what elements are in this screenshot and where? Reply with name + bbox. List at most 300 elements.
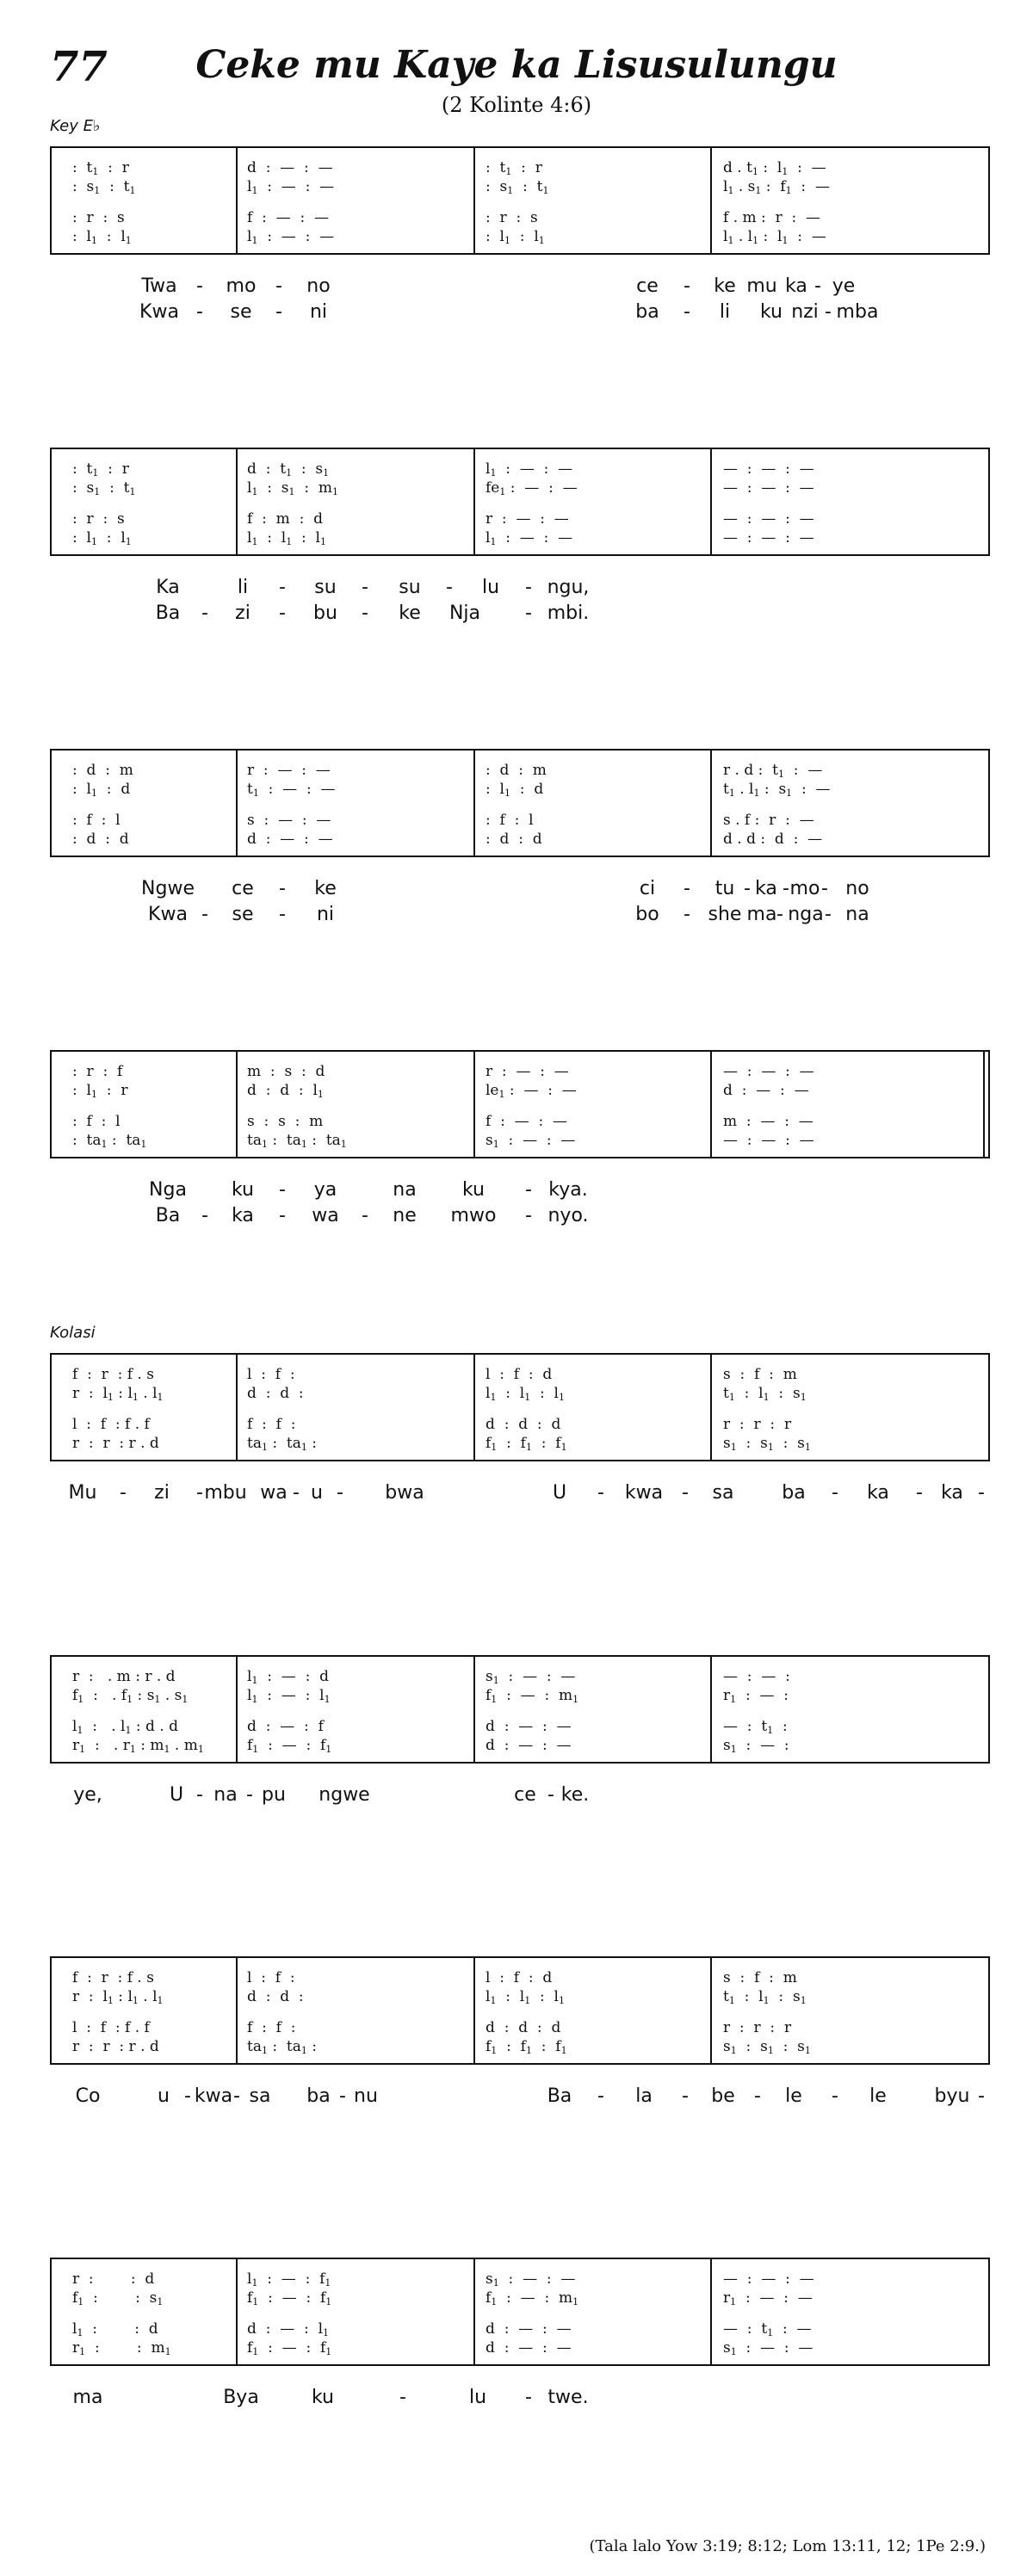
solfa-voice-line: — : — : <box>723 1668 790 1685</box>
lyric-syllable: - <box>399 2387 406 2408</box>
lyric-syllable: - <box>337 1482 343 1504</box>
lyric-syllable: Ba <box>155 1205 181 1226</box>
solfa-voice-line: r : — : — <box>486 510 569 528</box>
solfa-voice-line: f . m : r : — <box>723 209 821 226</box>
solfa-voice-line: $r_1$ : — : <box>723 1687 789 1705</box>
score-system <box>50 749 990 857</box>
solfa-voice-line: d : — : $l_1$ <box>247 2320 330 2338</box>
lyric-syllable: - <box>814 275 821 297</box>
lyric-syllable: kya. <box>548 1179 588 1201</box>
lyric-syllable: wa <box>260 1482 288 1504</box>
lyric-line <box>0 1205 1033 1231</box>
lyric-syllable: - <box>832 1482 838 1504</box>
solfa-voice-line: : $t_1$ : r <box>486 159 542 177</box>
bar-line <box>473 2259 475 2364</box>
lyric-syllable: - <box>201 1205 208 1226</box>
solfa-voice-line: — : $t_1$ : — <box>723 2320 812 2338</box>
solfa-voice-line: — : — : — <box>723 2270 814 2288</box>
solfa-voice-line: $r_1$ : . $r_1$ : $m_1$ . $m_1$ <box>72 1737 204 1755</box>
solfa-voice-line: $f_1$ : — : $f_1$ <box>247 2339 332 2357</box>
lyric-syllable: - <box>916 1482 923 1504</box>
solfa-voice-line: f : f : <box>247 2019 296 2036</box>
score-system <box>50 1050 990 1158</box>
lyric-syllable: twe. <box>547 2387 589 2408</box>
lyric-line <box>0 1179 1033 1205</box>
lyric-syllable: lu <box>481 577 500 598</box>
solfa-voice-line: $f_1$ : — : $m_1$ <box>486 2289 579 2307</box>
lyric-syllable: se <box>232 904 254 925</box>
lyric-syllable: - <box>825 904 832 925</box>
lyric-syllable: - <box>293 1482 300 1504</box>
solfa-voice-line: $l_1$ : $l_1$ : $l_1$ <box>486 1385 565 1403</box>
lyric-syllable: ye <box>832 275 856 297</box>
lyric-syllable: ku <box>311 2387 335 2408</box>
lyric-syllable: - <box>684 275 690 297</box>
lyric-syllable: Kwa <box>139 301 179 323</box>
lyric-syllable: - <box>196 301 203 323</box>
solfa-voice-line: $f_1$ : . $f_1$ : $s_1$ . $s_1$ <box>72 1687 189 1705</box>
key-signature: Key E♭ <box>50 117 101 135</box>
solfa-voice-line: r : r : r <box>723 1416 792 1433</box>
solfa-voice-line: f : r : f . s <box>72 1366 154 1383</box>
lyric-syllable: li <box>719 301 731 323</box>
scripture-reference: (2 Kolinte 4:6) <box>441 93 592 117</box>
lyric-syllable: ci <box>639 878 656 899</box>
lyric-syllable: u <box>311 1482 323 1504</box>
solfa-voice-line: $l_1$ : — : — <box>247 228 335 246</box>
bar-line <box>236 1355 238 1460</box>
solfa-voice-line: l : f : d <box>486 1969 553 1986</box>
solfa-voice-line: — : — : — <box>723 529 814 547</box>
hymn-title: Ceke mu Kaye ka Lisusulungu <box>195 43 838 87</box>
solfa-voice-line: l : f : <box>247 1366 295 1383</box>
lyric-syllable: se <box>230 301 252 323</box>
bar-line <box>473 1052 475 1157</box>
solfa-voice-line: d : — : f <box>247 1718 324 1735</box>
lyric-syllable: - <box>339 2085 346 2107</box>
lyric-syllable: pu <box>262 1784 286 1806</box>
solfa-voice-line: : d : d <box>72 831 129 848</box>
solfa-voice-line: d : — : — <box>247 159 333 176</box>
lyric-syllable: - <box>978 1482 985 1504</box>
bar-line <box>473 148 475 253</box>
lyric-line <box>0 301 1033 327</box>
solfa-voice-line: s : f : m <box>723 1366 797 1383</box>
bar-line <box>710 1958 712 2063</box>
lyric-syllable: ba <box>306 2085 331 2107</box>
lyric-syllable: mbu <box>204 1482 247 1504</box>
solfa-voice-line: $f_1$ : : $s_1$ <box>72 2289 164 2307</box>
lyric-syllable: ku <box>759 301 783 323</box>
lyric-syllable: Ngwe <box>141 878 195 899</box>
lyric-syllable: - <box>279 878 286 899</box>
lyric-syllable: - <box>684 904 690 925</box>
solfa-voice-line: : r : s <box>72 510 125 528</box>
lyric-syllable: - <box>446 577 453 598</box>
bar-line <box>710 1355 712 1460</box>
solfa-voice-line: $s_1$ : — : — <box>486 1132 576 1150</box>
lyric-syllable: no <box>306 275 331 297</box>
solfa-voice-line: r : — : — <box>486 1063 569 1080</box>
solfa-voice-line: $l_1$ : — : $l_1$ <box>247 1687 331 1705</box>
bar-line <box>236 1657 238 1762</box>
solfa-voice-line: : f : l <box>72 812 121 829</box>
lyric-syllable: ke <box>399 602 421 624</box>
lyric-syllable: - <box>196 275 203 297</box>
score-system <box>50 1956 990 2065</box>
lyric-syllable: li <box>237 577 249 598</box>
solfa-voice-line: r . d : $t_1$ : — <box>723 762 823 780</box>
lyric-syllable: ba <box>782 1482 806 1504</box>
solfa-voice-line: d : — : — <box>486 1718 572 1735</box>
final-bar-line <box>983 1052 985 1157</box>
solfa-voice-line: r : : d <box>72 2270 155 2288</box>
lyric-line <box>0 1482 1033 1508</box>
solfa-voice-line: $l_1$ : — : $f_1$ <box>247 2270 331 2289</box>
bar-line <box>710 751 712 856</box>
lyric-syllable: mwo <box>450 1205 497 1226</box>
lyric-syllable: le <box>869 2085 887 2107</box>
solfa-voice-line: d . d : d : — <box>723 831 823 848</box>
solfa-voice-line: $fe_1$ : — : — <box>486 479 578 497</box>
solfa-voice-line: — : $t_1$ : <box>723 1718 788 1736</box>
lyric-syllable: Ba <box>547 2085 572 2107</box>
solfa-voice-line: : d : d <box>486 831 542 848</box>
lyric-syllable: - <box>754 2085 761 2107</box>
solfa-voice-line: f : — : — <box>486 1113 567 1130</box>
lyric-syllable: ba <box>635 301 659 323</box>
solfa-voice-line: m : s : d <box>247 1063 325 1080</box>
lyric-syllable: bwa <box>385 1482 424 1504</box>
solfa-voice-line: d : d : d <box>486 1416 561 1433</box>
solfa-voice-line: $f_1$ : — : $f_1$ <box>247 2289 332 2307</box>
lyric-syllable: u <box>158 2085 170 2107</box>
solfa-voice-line: r : $l_1$ : $l_1$ . $l_1$ <box>72 1988 164 2006</box>
solfa-voice-line: l : f : <box>247 1969 295 1986</box>
solfa-voice-line: : d : m <box>72 762 133 779</box>
solfa-voice-line: : r : s <box>72 209 125 226</box>
lyric-syllable: - <box>782 878 789 899</box>
score-system <box>50 1353 990 1461</box>
bar-line <box>710 148 712 253</box>
solfa-voice-line: — : — : — <box>723 479 814 497</box>
lyric-line <box>0 577 1033 602</box>
lyric-syllable: ngwe <box>319 1784 370 1806</box>
solfa-voice-line: f : — : — <box>247 209 329 226</box>
solfa-voice-line: r : $l_1$ : $l_1$ . $l_1$ <box>72 1385 164 1403</box>
solfa-voice-line: d . $t_1$ : $l_1$ : — <box>723 159 826 177</box>
lyric-syllable: mbi. <box>547 602 590 624</box>
lyric-syllable: na <box>845 904 869 925</box>
lyric-syllable: lu <box>468 2387 487 2408</box>
solfa-voice-line: $t_1$ . $l_1$ : $s_1$ : — <box>723 781 831 799</box>
lyric-syllable: sa <box>249 2085 271 2107</box>
lyric-syllable: bu <box>313 602 337 624</box>
lyric-syllable: ce <box>636 275 659 297</box>
solfa-voice-line: m : — : — <box>723 1113 813 1130</box>
lyric-syllable: ce <box>232 878 254 899</box>
lyric-syllable: ku <box>461 1179 486 1201</box>
lyric-syllable: Twa <box>141 275 177 297</box>
solfa-voice-line: d : — : — <box>486 2339 572 2357</box>
lyric-syllable: - <box>744 878 751 899</box>
lyric-syllable: bo <box>635 904 659 925</box>
lyric-syllable: - <box>279 602 286 624</box>
solfa-voice-line: s : f : m <box>723 1969 797 1986</box>
solfa-voice-line: f : m : d <box>247 510 323 528</box>
lyric-syllable: - <box>362 1205 368 1226</box>
lyric-syllable: - <box>275 301 282 323</box>
solfa-voice-line: s . f : r : — <box>723 812 814 829</box>
lyric-syllable: ya <box>313 1179 337 1201</box>
lyric-syllable: - <box>279 577 286 598</box>
lyric-syllable: - <box>279 1179 286 1201</box>
lyric-syllable: nzi <box>791 301 819 323</box>
solfa-voice-line: $l_1$ : . $l_1$ : d . d <box>72 1718 178 1736</box>
solfa-voice-line: $s_1$ : — : — <box>486 2270 576 2289</box>
lyric-syllable: na <box>393 1179 417 1201</box>
lyric-syllable: - <box>201 602 208 624</box>
lyric-syllable: nga <box>788 904 824 925</box>
solfa-voice-line: d : — : — <box>247 831 333 848</box>
lyric-syllable: le <box>785 2085 802 2107</box>
lyric-syllable: ka <box>232 1205 254 1226</box>
lyric-syllable: sa <box>712 1482 734 1504</box>
lyric-syllable: - <box>275 275 282 297</box>
solfa-voice-line: : $l_1$ : d <box>72 781 131 799</box>
lyric-syllable: be <box>711 2085 735 2107</box>
solfa-voice-line: $f_1$ : $f_1$ : $f_1$ <box>486 1435 567 1453</box>
lyric-syllable: ka <box>755 878 777 899</box>
lyric-syllable: U <box>552 1482 567 1504</box>
lyric-syllable: - <box>201 904 208 925</box>
lyric-syllable: ku <box>231 1179 255 1201</box>
solfa-voice-line: $ta_1$ : $ta_1$ : <box>247 2038 318 2056</box>
bar-line <box>236 1052 238 1157</box>
bar-line <box>473 751 475 856</box>
lyric-syllable: - <box>525 602 532 624</box>
bar-line <box>236 1958 238 2063</box>
lyric-line <box>0 275 1033 301</box>
lyric-syllable: wa <box>312 1205 339 1226</box>
solfa-voice-line: l : f : f . f <box>72 2019 150 2036</box>
lyric-syllable: she <box>708 904 742 925</box>
solfa-voice-line: $r_1$ : : $m_1$ <box>72 2339 171 2357</box>
lyric-syllable: - <box>279 904 286 925</box>
lyric-syllable: - <box>684 301 690 323</box>
lyric-syllable: ce <box>514 1784 536 1806</box>
bar-line <box>236 148 238 253</box>
lyric-syllable: mo <box>226 275 257 297</box>
lyric-syllable: ka <box>785 275 807 297</box>
solfa-voice-line: r : . m : r . d <box>72 1668 176 1685</box>
bar-line <box>236 751 238 856</box>
solfa-voice-line: s : s : m <box>247 1113 324 1130</box>
lyric-line <box>0 1784 1033 1810</box>
bar-line <box>710 2259 712 2364</box>
lyric-syllable: - <box>525 1179 532 1201</box>
lyric-syllable: Mu <box>68 1482 97 1504</box>
chorus-label: Kolasi <box>50 1324 96 1342</box>
solfa-voice-line: $f_1$ : — : $f_1$ <box>247 1737 332 1755</box>
lyric-syllable: nu <box>354 2085 378 2107</box>
lyric-syllable: ni <box>309 301 328 323</box>
solfa-voice-line: — : — : — <box>723 510 814 528</box>
solfa-voice-line: $l_1$ : : d <box>72 2320 158 2338</box>
solfa-voice-line: : r : f <box>72 1063 123 1080</box>
lyric-syllable: - <box>525 1205 532 1226</box>
solfa-voice-line: d : — : — <box>723 1082 809 1099</box>
bar-line <box>473 1657 475 1762</box>
solfa-voice-line: : $s_1$ : $t_1$ <box>486 178 549 196</box>
solfa-voice-line: : f : l <box>486 812 534 829</box>
lyric-syllable: - <box>525 2387 532 2408</box>
lyric-syllable: - <box>246 1784 253 1806</box>
lyric-syllable: - <box>978 2085 985 2107</box>
bar-line <box>710 449 712 554</box>
lyric-syllable: ye, <box>73 1784 102 1806</box>
lyric-syllable: - <box>682 1482 689 1504</box>
solfa-voice-line: — : — : — <box>723 1063 814 1080</box>
lyric-syllable: - <box>196 1784 203 1806</box>
solfa-voice-line: d : $t_1$ : $s_1$ <box>247 460 330 479</box>
solfa-voice-line: — : — : — <box>723 1132 814 1149</box>
lyric-syllable: ni <box>316 904 335 925</box>
solfa-voice-line: : f : l <box>72 1113 121 1130</box>
lyric-syllable: zi <box>235 602 251 624</box>
lyric-syllable: - <box>682 2085 689 2107</box>
lyric-syllable: ngu, <box>547 577 590 598</box>
lyric-line <box>0 904 1033 930</box>
lyric-syllable: - <box>233 2085 240 2107</box>
lyric-syllable: su <box>314 577 337 598</box>
solfa-voice-line: $ta_1$ : $ta_1$ : $ta_1$ <box>247 1132 347 1150</box>
solfa-voice-line: l : f : d <box>486 1366 553 1383</box>
solfa-voice-line: : $t_1$ : r <box>72 460 129 479</box>
solfa-voice-line: $l_1$ . $s_1$ : $f_1$ : — <box>723 178 830 196</box>
solfa-voice-line: $f_1$ : $f_1$ : $f_1$ <box>486 2038 567 2056</box>
lyric-syllable: Ba <box>155 602 181 624</box>
lyric-line <box>0 602 1033 628</box>
lyric-syllable: zi <box>154 1482 170 1504</box>
solfa-voice-line: $s_1$ : — : — <box>486 1668 576 1686</box>
solfa-voice-line: $l_1$ : — : — <box>247 178 335 196</box>
bar-line <box>710 1657 712 1762</box>
solfa-voice-line: : $l_1$ : $l_1$ <box>486 228 545 246</box>
solfa-voice-line: r : r : r <box>723 2019 792 2036</box>
lyric-syllable: ke <box>714 275 736 297</box>
score-system <box>50 1655 990 1764</box>
solfa-voice-line: d : d : <box>247 1385 304 1402</box>
solfa-voice-line: $le_1$ : — : — <box>486 1082 577 1100</box>
solfa-voice-line: $l_1$ : — : — <box>486 460 573 479</box>
solfa-voice-line: $s_1$ : — : — <box>723 2339 813 2357</box>
solfa-voice-line: $l_1$ : $s_1$ : $m_1$ <box>247 479 338 497</box>
score-system <box>50 146 990 255</box>
lyric-syllable: - <box>597 2085 604 2107</box>
solfa-voice-line: $s_1$ : $s_1$ : $s_1$ <box>723 2038 811 2056</box>
bar-line <box>236 449 238 554</box>
bar-line <box>473 1958 475 2063</box>
solfa-voice-line: r : — : — <box>247 762 331 779</box>
solfa-voice-line: $t_1$ : $l_1$ : $s_1$ <box>723 1988 807 2006</box>
lyric-syllable: ke. <box>560 1784 590 1806</box>
solfa-voice-line: : $t_1$ : r <box>72 159 129 177</box>
solfa-voice-line: $s_1$ : $s_1$ : $s_1$ <box>723 1435 811 1453</box>
lyric-syllable: ne <box>393 1205 417 1226</box>
solfa-voice-line: $ta_1$ : $ta_1$ : <box>247 1435 318 1453</box>
lyric-syllable: - <box>525 577 532 598</box>
solfa-voice-line: $t_1$ : — : — <box>247 781 336 799</box>
solfa-voice-line: f : r : f . s <box>72 1969 154 1986</box>
lyric-syllable: - <box>279 1205 286 1226</box>
lyric-syllable: byu <box>934 2085 970 2107</box>
solfa-voice-line: : $l_1$ : d <box>486 781 544 799</box>
solfa-voice-line: s : — : — <box>247 812 331 829</box>
hymn-number: 77 <box>50 43 108 91</box>
solfa-voice-line: r : r : r . d <box>72 1435 159 1452</box>
lyric-syllable: ka <box>867 1482 889 1504</box>
bar-line <box>473 449 475 554</box>
bar-line <box>710 1052 712 1157</box>
solfa-voice-line: : $l_1$ : r <box>72 1082 128 1100</box>
lyric-syllable: tu <box>714 878 735 899</box>
lyric-syllable: ma <box>72 2387 103 2408</box>
bar-line <box>236 2259 238 2364</box>
lyric-syllable: - <box>196 1482 203 1504</box>
solfa-voice-line: d : — : — <box>486 1737 572 1754</box>
lyric-syllable: - <box>120 1482 127 1504</box>
lyric-syllable: kwa <box>624 1482 664 1504</box>
solfa-voice-line: r : r : r . d <box>72 2038 159 2055</box>
solfa-voice-line: $s_1$ : — : <box>723 1737 789 1755</box>
lyric-syllable: Ka <box>156 577 180 598</box>
lyric-syllable: Co <box>75 2085 101 2107</box>
solfa-voice-line: $l_1$ : — : d <box>247 1668 330 1686</box>
lyric-syllable: mu <box>746 275 777 297</box>
lyric-syllable: - <box>832 2085 838 2107</box>
solfa-voice-line: : r : s <box>486 209 538 226</box>
lyric-syllable: - <box>362 577 368 598</box>
solfa-voice-line: : $s_1$ : $t_1$ <box>72 178 136 196</box>
lyric-syllable: - <box>684 878 690 899</box>
lyric-syllable: Bya <box>223 2387 259 2408</box>
solfa-voice-line: $t_1$ : $l_1$ : $s_1$ <box>723 1385 807 1403</box>
solfa-voice-line: — : — : — <box>723 460 814 478</box>
solfa-voice-line: d : d : d <box>486 2019 561 2036</box>
lyric-syllable: su <box>399 577 421 598</box>
lyric-syllable: la <box>635 2085 653 2107</box>
lyric-line <box>0 2387 1033 2412</box>
solfa-voice-line: d : d : $l_1$ <box>247 1082 324 1100</box>
lyric-syllable: Nga <box>149 1179 187 1201</box>
solfa-voice-line: d : — : — <box>486 2320 572 2338</box>
solfa-voice-line: d : d : <box>247 1988 304 2005</box>
solfa-voice-line: : $l_1$ : $l_1$ <box>72 228 132 246</box>
lyric-syllable: - <box>184 2085 191 2107</box>
lyric-syllable: U <box>169 1784 184 1806</box>
lyric-syllable: - <box>821 878 828 899</box>
lyric-syllable: mba <box>836 301 879 323</box>
solfa-voice-line: : $s_1$ : $t_1$ <box>72 479 136 497</box>
lyric-syllable: - <box>547 1784 554 1806</box>
lyric-line <box>0 2085 1033 2111</box>
lyric-syllable: no <box>845 878 869 899</box>
lyric-syllable: Nja <box>448 602 481 624</box>
lyric-syllable: ka <box>941 1482 963 1504</box>
solfa-voice-line: $l_1$ : $l_1$ : $l_1$ <box>486 1988 565 2006</box>
solfa-voice-line: : $l_1$ : $l_1$ <box>72 529 132 547</box>
